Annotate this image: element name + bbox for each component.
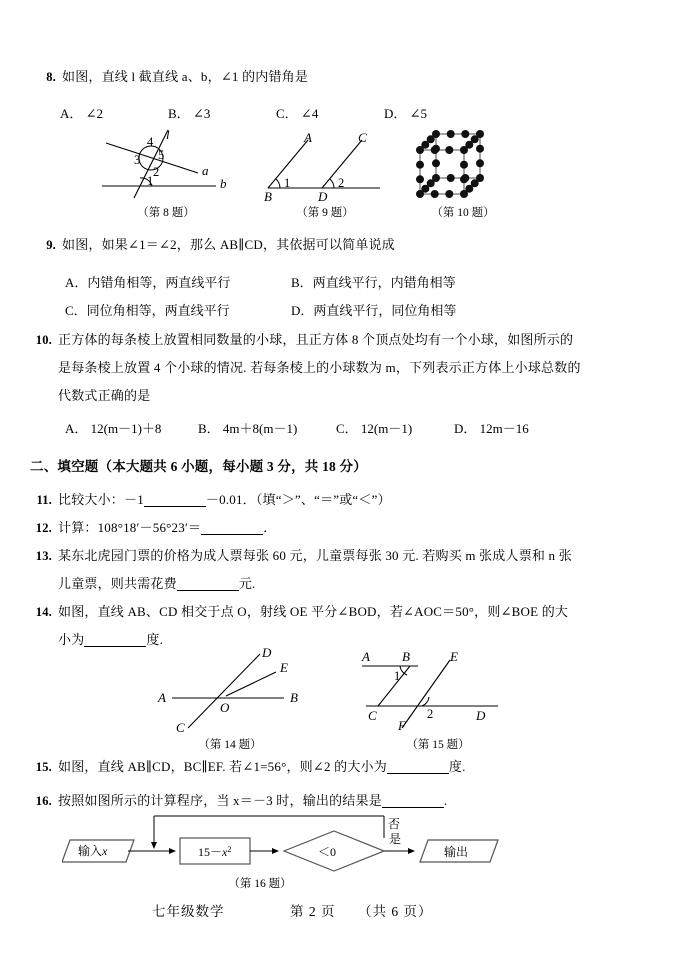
question-13-line-1	[26, 549, 572, 563]
question-9-stem-text: 如图，如果∠1＝∠2，那么 AB∥CD，其依据可以简单说成	[62, 237, 395, 252]
question-8-options	[60, 103, 492, 122]
figure-14-caption: （第 14 题）	[198, 739, 262, 751]
question-11-answer-blank[interactable]	[144, 493, 206, 507]
question-10-number: 10.	[35, 333, 52, 347]
question-10-option-d[interactable]: D． 12m－16	[454, 421, 529, 436]
question-13-text-after: 元.	[238, 576, 256, 591]
figure-question-14	[150, 644, 310, 732]
flow-node-output-label: 输出	[444, 845, 469, 859]
question-13-text-before: 儿童票，则共需花费	[58, 576, 177, 591]
question-14-answer-blank[interactable]	[84, 633, 146, 647]
question-12-text-after: ．	[263, 520, 277, 535]
question-10-stem-line-3: 代数式正确的是	[58, 388, 151, 403]
question-14-line-1	[26, 605, 568, 619]
figure-8-caption: （第 8 题）	[137, 207, 195, 219]
figure-8-label-1: 1	[147, 174, 154, 188]
figure-8-label-5: 5	[158, 148, 165, 162]
figure-15-label-E: E	[450, 649, 458, 664]
question-12-text-before: 计算：108°18′－56°23′＝	[58, 520, 202, 535]
question-14-text-after: 度.	[146, 632, 164, 647]
figure-15-label-2: 2	[427, 707, 434, 721]
question-10-option-b[interactable]: B． 4m＋8(m－1)	[198, 421, 298, 436]
figure-15-label-A: A	[362, 649, 370, 664]
figure-9-caption: （第 9 题）	[296, 207, 354, 219]
question-11	[26, 493, 391, 507]
question-14-text-before: 小为	[58, 632, 85, 647]
question-16	[26, 794, 447, 808]
flow-node-decision-label: ＜0	[318, 845, 337, 859]
figure-14-label-D: D	[262, 645, 272, 660]
question-12	[26, 521, 276, 535]
footer-page-label: 第 2 页	[290, 904, 336, 919]
question-13-text-line-1: 某东北虎园门票的价格为成人票每张 60 元，儿童票每张 30 元. 若购买 m 张成人票和 n 张	[58, 548, 572, 563]
question-13-number: 13.	[35, 549, 52, 563]
figure-9-label-B: B	[264, 189, 272, 202]
figure-8-label-l: l	[166, 127, 170, 142]
figure-8-label-2: 2	[153, 165, 160, 179]
figure-16-caption: （第 16 题）	[228, 878, 292, 890]
figure-15-label-C: C	[368, 708, 377, 723]
figure-14-label-C: C	[176, 720, 185, 732]
question-15	[26, 760, 466, 774]
question-9-stem	[30, 238, 395, 252]
footer-subject: 七年级数学	[152, 904, 225, 919]
figure-14-label-A: A	[158, 690, 166, 705]
question-9-options-row-2	[65, 300, 456, 319]
question-10-stem-line-2: 是每条棱上放置 4 个小球的情况. 若每条棱上的小球数为 m，下列表示正方体上小球总数的	[58, 360, 581, 375]
figure-15-label-1: 1	[394, 669, 401, 683]
figure-question-15	[358, 644, 518, 732]
figure-14-label-E: E	[280, 660, 288, 675]
question-8-stem	[30, 70, 308, 84]
question-10-stem	[26, 333, 573, 347]
question-14-text-line-1: 如图，直线 AB、CD 相交于点 O，射线 OE 平分∠BOD，若∠AOC＝50°，则∠BOE 的大	[58, 604, 569, 619]
section-header-fill-in-blank: 二、填空题（本大题共 6 小题，每小题 3 分，共 18 分）	[30, 459, 367, 474]
question-14-number: 14.	[35, 605, 52, 619]
figure-14-label-O: O	[220, 700, 230, 715]
figure-8-label-a: a	[202, 163, 209, 178]
question-11-number: 11.	[36, 493, 52, 507]
question-15-number: 15.	[35, 760, 52, 774]
figure-9-label-A: A	[304, 130, 312, 145]
figure-question-9	[260, 130, 390, 202]
question-8-number: 8.	[46, 70, 56, 84]
figure-15-label-B: B	[402, 649, 410, 664]
figure-15-label-F: F	[398, 718, 406, 732]
figure-question-16-flowchart	[62, 814, 522, 876]
question-9-option-a[interactable]: A．内错角相等，两直线平行	[65, 275, 231, 290]
footer-total-pages: （共 6 页）	[358, 904, 433, 919]
question-16-text-after: .	[443, 793, 448, 808]
figure-15-label-D: D	[476, 708, 486, 723]
figure-9-label-2: 2	[338, 176, 345, 190]
figure-14-label-B: B	[290, 690, 298, 705]
flow-node-input-label: 输入x	[78, 844, 108, 858]
question-8-option-a[interactable]: A． ∠2	[60, 106, 104, 121]
figure-question-8	[96, 126, 236, 202]
figure-8-label-b: b	[220, 176, 227, 191]
question-16-number: 16.	[35, 794, 52, 808]
question-8-option-b[interactable]: B． ∠3	[168, 106, 211, 121]
question-9-option-b[interactable]: B．两直线平行，内错角相等	[291, 275, 456, 290]
figure-8-label-3: 3	[134, 153, 141, 167]
question-10-options	[65, 418, 529, 437]
question-11-text-after: －0.01．（填“＞”、“＝”或“＜”）	[205, 492, 391, 507]
figure-9-label-1: 1	[284, 176, 291, 190]
question-11-text-before: 比较大小：－1	[58, 492, 144, 507]
figure-question-10	[412, 128, 504, 202]
question-15-text-after: 度.	[448, 759, 466, 774]
figure-9-label-D: D	[318, 189, 328, 202]
question-16-text-before: 按照如图所示的计算程序，当 x＝－3 时，输出的结果是	[58, 793, 382, 808]
question-16-answer-blank[interactable]	[382, 794, 444, 808]
figure-10-caption: （第 10 题）	[431, 207, 495, 219]
flow-node-process-label: $15-x^2$	[198, 844, 232, 859]
flow-edge-label-yes: 是	[389, 832, 402, 846]
question-8-option-d[interactable]: D． ∠5	[384, 106, 428, 121]
question-9-options-row-1	[65, 272, 456, 291]
figure-8-label-4: 4	[147, 135, 154, 149]
question-8-option-c[interactable]: C． ∠4	[276, 106, 319, 121]
question-10-option-a[interactable]: A． 12(m－1)＋8	[65, 421, 162, 436]
flow-edge-label-no: 否	[388, 817, 401, 831]
question-9-option-d[interactable]: D．两直线平行，同位角相等	[291, 303, 457, 318]
question-13-answer-blank[interactable]	[177, 577, 239, 591]
figure-15-caption: （第 15 题）	[406, 739, 470, 751]
question-10-stem-line-1: 正方体的每条棱上放置相同数量的小球，且正方体 8 个顶点处均有一个小球，如图所示的	[58, 332, 574, 347]
question-13-line-2	[58, 577, 255, 591]
figure-9-label-C: C	[358, 130, 367, 145]
question-15-answer-blank[interactable]	[387, 760, 449, 774]
question-9-number: 9.	[46, 238, 56, 252]
question-15-text-before: 如图，直线 AB∥CD，BC∥EF. 若∠1=56°，则∠2 的大小为	[58, 759, 387, 774]
question-12-number: 12.	[35, 521, 52, 535]
question-9-option-c[interactable]: C．同位角相等，两直线平行	[65, 303, 230, 318]
question-8-stem-text: 如图，直线 l 截直线 a、b，∠1 的内错角是	[62, 69, 309, 84]
question-12-answer-blank[interactable]	[201, 521, 263, 535]
question-10-option-c[interactable]: C． 12(m－1)	[336, 421, 413, 436]
question-14-line-2	[58, 633, 163, 647]
